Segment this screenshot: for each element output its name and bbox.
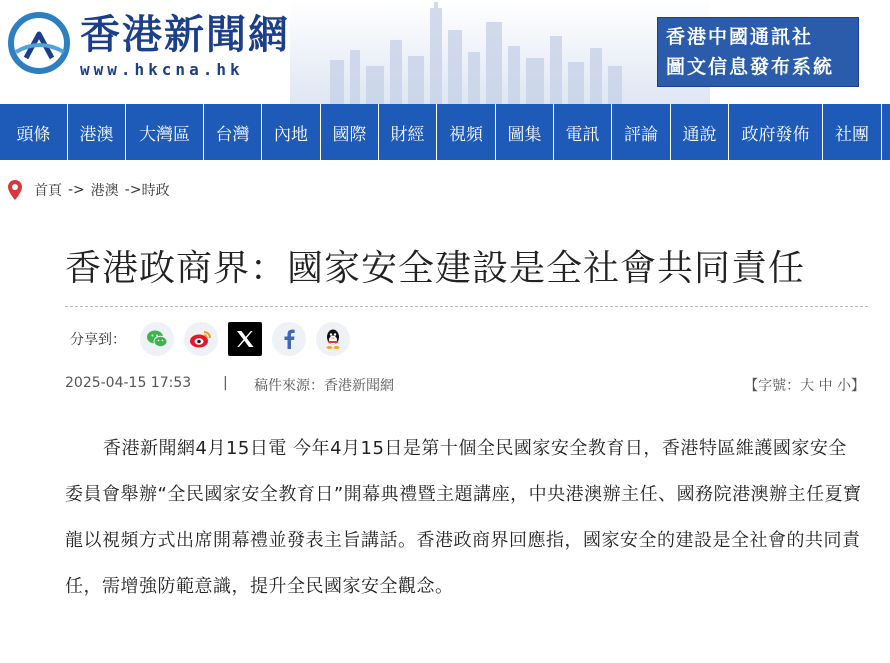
weibo-icon [189, 329, 213, 349]
share-bar [70, 322, 360, 356]
font-size-medium-button[interactable]: 中 [818, 378, 833, 394]
logo-title: 香港新聞網 [80, 11, 290, 58]
nav-item-finance[interactable]: 財經 [379, 104, 437, 160]
nav-item-gallery[interactable]: 圖集 [496, 104, 554, 160]
location-pin-icon [8, 180, 22, 200]
agency-line-2: 圖文信息發布系統 [666, 56, 835, 78]
share-qq-button[interactable] [316, 322, 350, 356]
title-divider [65, 306, 868, 307]
nav-item-headlines[interactable]: 頭條 [0, 104, 68, 160]
breadcrumb-home[interactable]: 首頁 [34, 183, 62, 199]
nav-item-commentary[interactable]: 評論 [612, 104, 671, 160]
breadcrumb-arrow: -> [124, 182, 142, 198]
x-logo-icon [234, 328, 256, 350]
share-weibo-button[interactable] [184, 322, 218, 356]
facebook-icon [282, 329, 296, 349]
main-nav [0, 104, 890, 160]
breadcrumb [8, 180, 176, 200]
share-wechat-button[interactable] [140, 322, 174, 356]
logo-url: www.hkcna.hk [80, 60, 244, 79]
nav-item-gov-release[interactable]: 政府發佈 [729, 104, 823, 160]
breadcrumb-section[interactable]: 港澳 [90, 183, 119, 199]
site-logo[interactable] [8, 12, 290, 79]
publish-date: 2025-04-15 17:53 [65, 375, 192, 391]
nav-item-tongshuo[interactable]: 通說 [671, 104, 729, 160]
breadcrumb-arrow: -> [68, 182, 85, 198]
nav-item-greater-bay[interactable]: 大灣區 [126, 104, 204, 160]
nav-item-video[interactable]: 視頻 [437, 104, 496, 160]
meta-separator: | [223, 375, 228, 391]
nav-item-hk-macau[interactable]: 港澳 [68, 104, 126, 160]
font-size-label-close: 】 [851, 378, 865, 394]
nav-item-taiwan[interactable]: 台灣 [204, 104, 262, 160]
nav-item-mainland[interactable]: 內地 [262, 104, 321, 160]
wechat-icon [146, 329, 168, 349]
share-label: 分享到： [70, 332, 126, 348]
skyline-illustration [290, 0, 710, 104]
article-body [65, 426, 865, 610]
font-size-large-button[interactable]: 大 [800, 378, 815, 394]
font-size-small-button[interactable]: 小 [837, 378, 851, 394]
site-header [0, 0, 890, 104]
logo-emblem-icon [8, 12, 70, 74]
breadcrumb-current[interactable]: 時政 [141, 183, 170, 199]
nav-item-wire[interactable]: 電訊 [554, 104, 612, 160]
font-size-control [744, 375, 865, 395]
share-x-button[interactable] [228, 322, 262, 356]
agency-line-1: 香港中國通訊社 [666, 26, 814, 48]
qq-penguin-icon [323, 328, 343, 350]
nav-item-international[interactable]: 國際 [321, 104, 379, 160]
share-facebook-button[interactable] [272, 322, 306, 356]
font-size-label-open: 【字號： [744, 378, 801, 394]
agency-banner[interactable] [657, 17, 859, 87]
article-source: 稿件來源：香港新聞網 [254, 378, 394, 394]
article-paragraph: 香港新聞網4月15日電 今年4月15日是第十個全民國家安全教育日，香港特區維護國家安全委員會舉辦“全民國家安全教育日”開幕典禮暨主題講座，中央港澳辦主任、國務院港澳辦主任夏寶龍以視頻方式出席開幕禮並發表主旨講話。香港政商界回應指，國家安全的建設是全社會的共同責任，需增強防範意識，提升全民國家安全觀念。 [65, 438, 862, 597]
nav-item-associations[interactable]: 社團 [823, 104, 882, 160]
article-title: 香港政商界：國家安全建設是全社會共同責任 [65, 248, 806, 289]
